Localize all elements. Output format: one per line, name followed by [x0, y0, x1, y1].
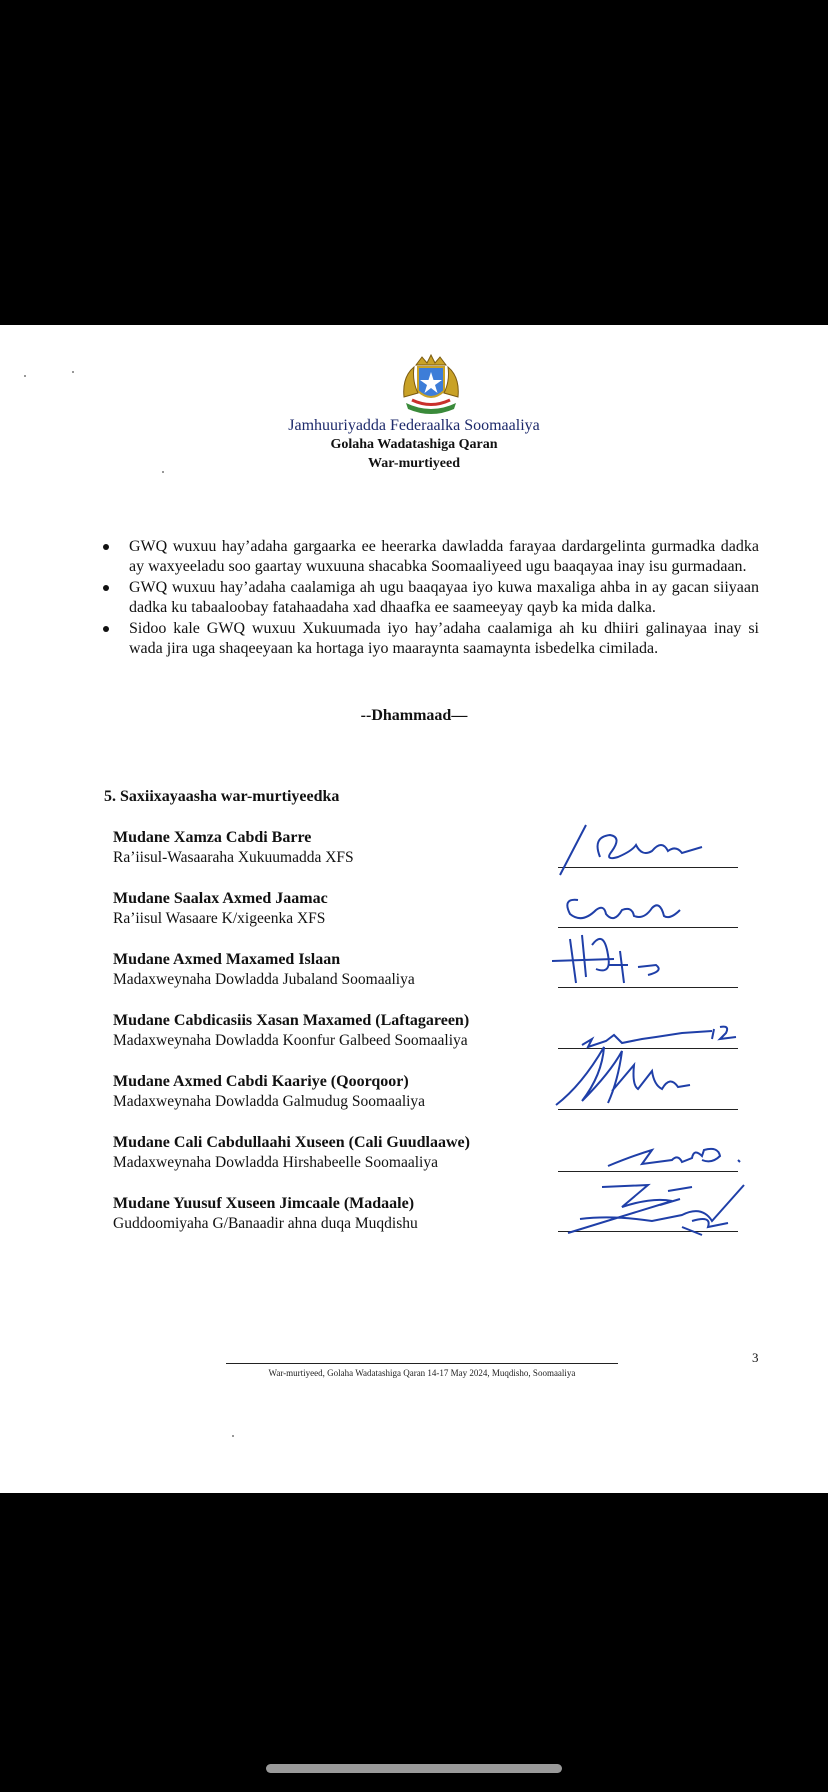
- page-number: 3: [752, 1350, 759, 1365]
- signatory-role: Ra’iisul Wasaare K/xigeenka XFS: [113, 910, 326, 927]
- signatory-3: [113, 950, 533, 990]
- signatory-name: Mudane Xamza Cabdi Barre: [113, 829, 312, 846]
- signature-scribble: [552, 1045, 762, 1111]
- signatory-role: Guddoomiyaha G/Banaadir ahna duqa Muqdishu: [113, 1215, 418, 1232]
- bullet-icon: [103, 544, 109, 550]
- scan-speck: [24, 375, 26, 377]
- document-page: [0, 325, 828, 1493]
- scan-speck: [162, 471, 164, 473]
- coat-of-arms-icon: [396, 353, 466, 417]
- signatory-role: Madaxweynaha Dowladda Galmudug Soomaaliya: [113, 1093, 426, 1110]
- signatory-role: Madaxweynaha Dowladda Hirshabeelle Soomaaliya: [113, 1154, 438, 1171]
- signatory-name: Mudane Cali Cabdullaahi Xuseen (Cali Guudlaawe): [113, 1134, 470, 1151]
- end-marker: --Dhammaad—: [360, 707, 468, 724]
- signatory-name: Mudane Cabdicasiis Xasan Maxamed (Laftagareen): [113, 1012, 470, 1029]
- signatory-5: [113, 1072, 533, 1112]
- signatory-role: Ra’iisul-Wasaaraha Xukuumadda XFS: [113, 849, 354, 866]
- signatory-1: [113, 828, 533, 868]
- republic-title: Jamhuuriyadda Federaalka Soomaaliya: [288, 417, 540, 434]
- signatory-name: Mudane Saalax Axmed Jaamac: [113, 890, 328, 907]
- signature-scribble: [552, 817, 762, 883]
- signature-scribble: [552, 925, 762, 991]
- signatory-name: Mudane Axmed Maxamed Islaan: [113, 951, 341, 968]
- scan-speck: [72, 371, 74, 373]
- signature-scribble: [552, 1175, 762, 1241]
- bullet-list: [101, 537, 759, 660]
- home-indicator[interactable]: [266, 1764, 562, 1773]
- list-item: GWQ wuxuu hay’adaha caalamiga ah ugu baaqayaa iyo kuwa maxaliga ahba in ay gacan siiyaan dadka ku tabaaloobay fatahaadaha xad dhaafka ee saameeyay qayb ka mida dalka.: [101, 578, 759, 618]
- signatory-6: [113, 1133, 533, 1173]
- section-title: 5. Saxiixayaasha war-murtiyeedka: [104, 788, 340, 805]
- footer-text: War-murtiyeed, Golaha Wadatashiga Qaran 14-17 May 2024, Muqdisho, Soomaaliya: [268, 1368, 576, 1378]
- signatory-7: [113, 1194, 533, 1234]
- council-title: Golaha Wadatashiga Qaran: [330, 437, 498, 452]
- signatory-name: Mudane Axmed Cabdi Kaariye (Qoorqoor): [113, 1073, 409, 1090]
- signatory-role: Madaxweynaha Dowladda Jubaland Soomaaliya: [113, 971, 415, 988]
- list-item: GWQ wuxuu hay’adaha gargaarka ee heerarka dawladda farayaa dardargelinta gurmadka dadka ay waxyeeladu soo gaartay wuxuuna shacabka Soomaaliyeed ugu baaqayaa inay isu gurmadaan.: [101, 537, 759, 577]
- bullet-icon: [103, 626, 109, 632]
- list-item: Sidoo kale GWQ wuxuu Xukuumada iyo hay’adaha caalamiga ah ku dhiiri galinayaa inay si wada jira uga shaqeeyaan ka hortaga iyo maaraynta saamaynta isbedelka cimilada.: [101, 619, 759, 659]
- document-type: War-murtiyeed: [367, 456, 460, 471]
- signatory-role: Madaxweynaha Dowladda Koonfur Galbeed Soomaaliya: [113, 1032, 468, 1049]
- signatory-2: [113, 889, 533, 929]
- footer-rule: [226, 1363, 618, 1364]
- signatory-4: [113, 1011, 533, 1051]
- signatory-name: Mudane Yuusuf Xuseen Jimcaale (Madaale): [113, 1195, 415, 1212]
- scan-speck: [232, 1435, 234, 1437]
- bullet-icon: [103, 585, 109, 591]
